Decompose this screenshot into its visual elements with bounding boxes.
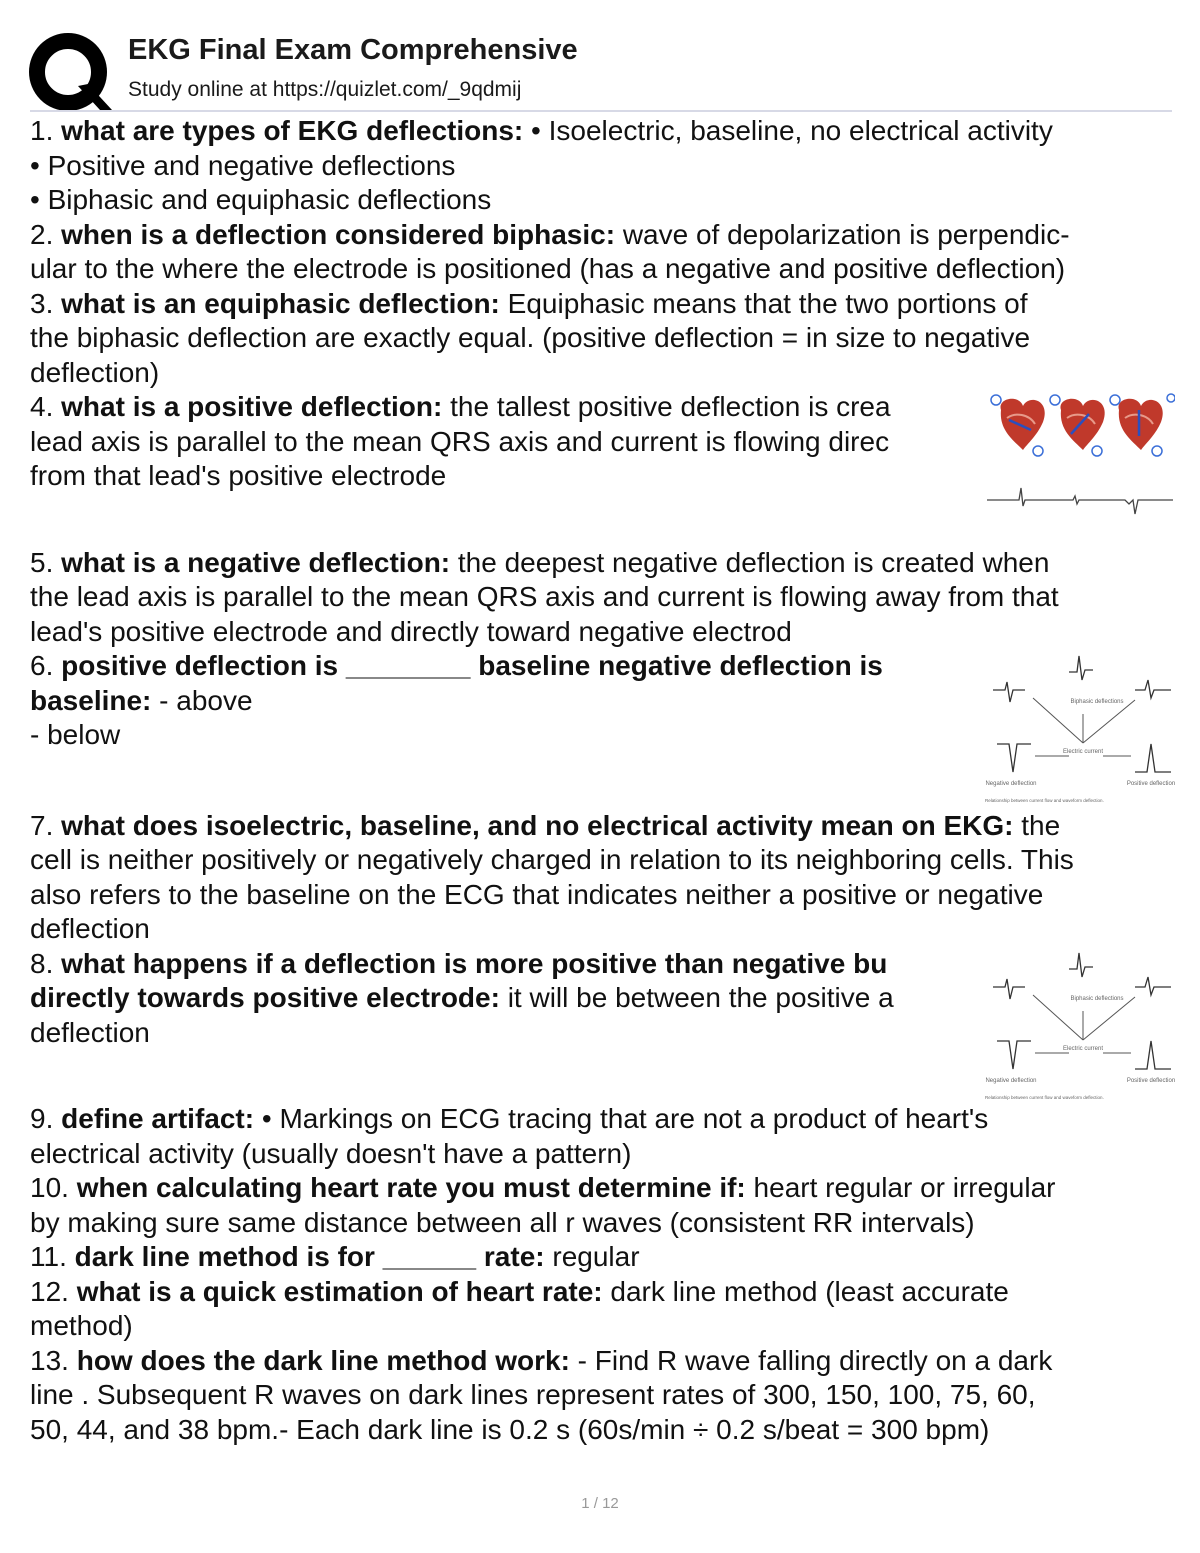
- item-number: 4.: [30, 391, 54, 422]
- positive-deflection-label: Positive deflection: [1126, 1078, 1175, 1084]
- item-number: 2.: [30, 218, 54, 250]
- answer-line: - Find R wave falling directly on a dark: [577, 1344, 1053, 1376]
- question: what is a negative deflection:: [61, 546, 451, 578]
- answer-line: the: [1021, 809, 1061, 841]
- item-number: 5.: [30, 546, 54, 578]
- question: how does the dark line method work:: [76, 1344, 570, 1376]
- item-number: 10.: [30, 1172, 69, 1203]
- flashcard-item-6: [30, 649, 988, 753]
- answer-line: dark line method (least accurate: [610, 1275, 1009, 1307]
- positive-deflection-label: Positive deflection: [1126, 781, 1175, 787]
- answer-line: - below: [30, 719, 121, 750]
- answer-line: also refers to the baseline on the ECG that indicates neither a positive or negative: [30, 878, 1044, 910]
- answer-line: the lead axis is parallel to the mean QRS axis and current is flowing away from that: [30, 581, 1059, 612]
- flashcard-item-2: [30, 218, 1175, 287]
- answer-line: • Positive and negative deflections: [30, 149, 456, 181]
- diagram-caption: Relationship between current flow and waveform deflection.: [985, 1095, 1104, 1100]
- header-divider: [30, 110, 1172, 112]
- electric-current-label: Electric current: [1062, 1046, 1104, 1052]
- question: what is a positive deflection:: [61, 391, 443, 422]
- answer-line: the deepest negative deflection is created when: [457, 546, 1050, 578]
- item-number: 3.: [30, 287, 54, 319]
- flashcard-item-13: [30, 1344, 1175, 1448]
- answer-line: cell is neither positively or negatively charged in relation to its neighboring cells. This: [30, 844, 1074, 875]
- item-number: 9.: [30, 1103, 54, 1134]
- answer-line: lead's positive electrode and directly toward negative electrod: [30, 615, 792, 647]
- answer-line: electrical activity (usually doesn't have a pattern): [30, 1137, 632, 1169]
- item-number: 7.: [30, 809, 54, 841]
- negative-deflection-label: Negative deflection: [985, 1078, 1037, 1084]
- item-number: 1.: [30, 115, 54, 146]
- question: what is a quick estimation of heart rate:: [76, 1275, 603, 1307]
- answer-line: • Markings on ECG tracing that are not a product of heart's: [261, 1103, 989, 1134]
- question: baseline:: [30, 684, 152, 716]
- flashcard-item-12: [30, 1275, 1175, 1344]
- biphasic-label: Biphasic deflections: [1070, 996, 1124, 1002]
- biphasic-label: Biphasic deflections: [1070, 699, 1124, 705]
- flashcard-item-8: [30, 947, 988, 1051]
- answer-line: ular to the where the electrode is positioned (has a negative and positive deflection): [30, 253, 1066, 284]
- item-number: 8.: [30, 947, 54, 979]
- flashcard-item-4: [30, 390, 988, 494]
- negative-deflection-label: Negative deflection: [985, 781, 1037, 787]
- question: define artifact:: [61, 1103, 255, 1134]
- diagram-caption: Relationship between current flow and waveform deflection.: [985, 798, 1104, 803]
- answer-line: it will be between the positive a: [507, 982, 894, 1013]
- answer-line: from that lead's positive electrode: [30, 460, 447, 491]
- answer-line: method): [30, 1310, 133, 1341]
- answer-line: deflection): [30, 356, 160, 388]
- answer-line: the biphasic deflection are exactly equal. (positive deflection = in size to negative: [30, 322, 1031, 353]
- ekg-trace: [987, 488, 1173, 514]
- flashcard-item-1: [30, 114, 1175, 218]
- document-title: EKG Final Exam Comprehensive: [128, 34, 578, 66]
- quizlet-logo-icon: [28, 32, 112, 112]
- answer-line: by making sure same distance between all r waves (consistent RR intervals): [30, 1206, 975, 1238]
- flashcard-item-7: [30, 809, 1175, 947]
- heart-diagram-2: [1050, 395, 1105, 456]
- question: dark line method is for ______ rate:: [74, 1241, 545, 1272]
- flashcard-item-5: [30, 546, 1175, 650]
- answer-line: deflection: [30, 913, 150, 944]
- page-header: [28, 26, 1173, 112]
- answer-line: the tallest positive deflection is crea: [450, 391, 891, 422]
- question: directly towards positive electrode:: [30, 982, 500, 1013]
- answer-line: • Isoelectric, baseline, no electrical activity: [531, 115, 1053, 146]
- answer-line: lead axis is parallel to the mean QRS axis and current is flowing direc: [30, 425, 890, 457]
- flashcard-item-3: [30, 287, 1175, 391]
- heart-diagram-3: [1110, 394, 1175, 456]
- flashcard-item-9: [30, 1102, 1175, 1171]
- heart-diagram-1: [991, 395, 1045, 456]
- item-number: 12.: [30, 1275, 69, 1307]
- question: what does isoelectric, baseline, and no electrical activity mean on EKG:: [61, 809, 1014, 841]
- question: what happens if a deflection is more positive than negative bu: [61, 947, 888, 979]
- answer-line: line . Subsequent R waves on dark lines represent rates of 300, 150, 100, 75, 60,: [30, 1379, 1036, 1410]
- answer-line: regular: [552, 1241, 640, 1272]
- answer-line: heart regular or irregular: [753, 1172, 1056, 1203]
- answer-line: • Biphasic and equiphasic deflections: [30, 184, 492, 215]
- page-number: 1 / 12: [581, 1495, 619, 1512]
- study-online-link[interactable]: Study online at https://quizlet.com/_9qdmij: [128, 78, 522, 101]
- question: what is an equiphasic deflection:: [61, 287, 500, 319]
- item-number: 11.: [30, 1241, 67, 1272]
- answer-line: - above: [159, 684, 253, 716]
- heart-electrode-figure: [985, 388, 1175, 523]
- answer-line: 50, 44, and 38 bpm.- Each dark line is 0.2 s (60s/min ÷ 0.2 s/beat = 300 bpm): [30, 1413, 990, 1445]
- question: when calculating heart rate you must determine if:: [76, 1172, 746, 1203]
- flashcard-item-10: [30, 1171, 1175, 1240]
- electric-current-label: Electric current: [1062, 749, 1104, 755]
- item-number: 13.: [30, 1344, 69, 1376]
- item-number: 6.: [30, 650, 54, 681]
- question: positive deflection is ________ baseline negative deflection is: [61, 650, 883, 681]
- deflection-diagram-2: [985, 945, 1175, 1103]
- question: what are types of EKG deflections:: [61, 115, 524, 146]
- flashcard-item-11: [30, 1240, 1175, 1275]
- deflection-diagram-1: [985, 648, 1175, 806]
- question: when is a deflection considered biphasic:: [61, 218, 616, 250]
- answer-line: wave of depolarization is perpendic-: [622, 218, 1070, 250]
- answer-line: deflection: [30, 1016, 150, 1048]
- answer-line: Equiphasic means that the two portions of: [507, 287, 1028, 319]
